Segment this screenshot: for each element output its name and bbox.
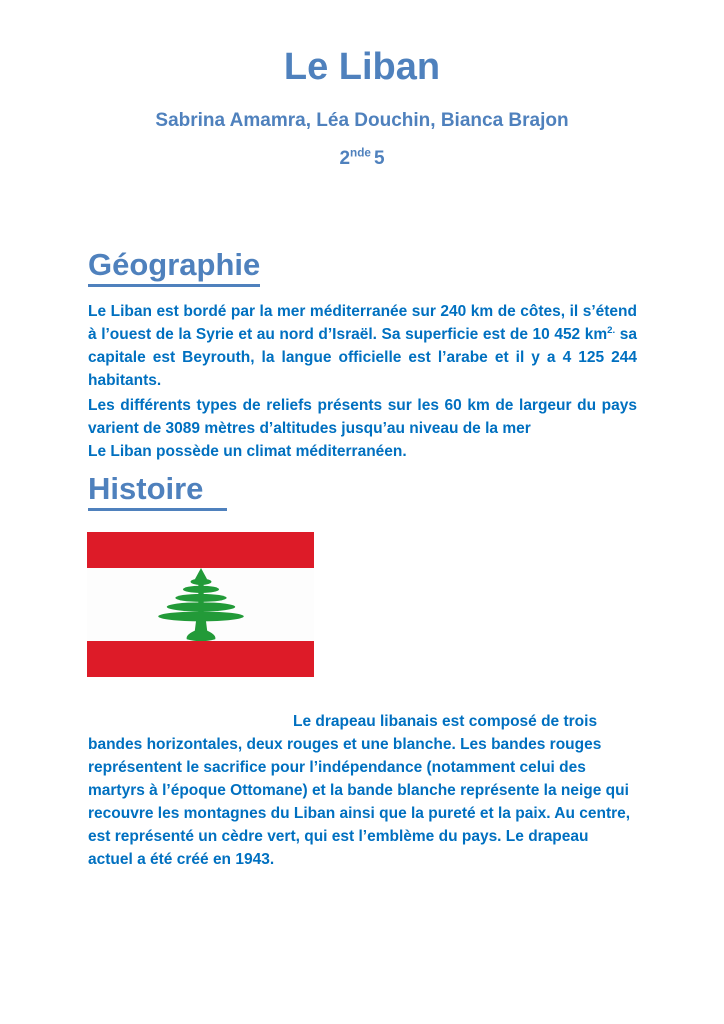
km-squared-superscript: 2. (607, 324, 616, 336)
grade-number: 5 (373, 148, 385, 169)
grade-base: 2 (339, 148, 351, 169)
page-title: Le Liban (283, 46, 441, 88)
authors-line: Sabrina Amamra, Léa Douchin, Bianca Brajon (155, 110, 569, 131)
grade-superscript: nde (350, 146, 371, 160)
history-heading (88, 472, 227, 511)
geography-heading-text: Géographie (88, 248, 260, 287)
lebanese-flag-image (87, 532, 314, 677)
flag-white-band (87, 568, 314, 641)
geography-paragraph-1 (88, 300, 637, 392)
geography-paragraph-1-end: sa capitale est Beyrouth, la langue officielle est l’arabe et il y a 4 125 244 habitants. (88, 326, 637, 389)
geography-paragraph-2: Les différents types de reliefs présents sur les 60 km de largeur du pays varient de 3089 mètres d’altitudes jusqu’au niveau de la mer (88, 397, 637, 437)
flag-bottom-red-band (87, 641, 314, 677)
grade-line (0, 148, 724, 170)
cedar-tree-icon (148, 567, 254, 643)
geography-paragraph-3: Le Liban possède un climat méditerranéen. (88, 443, 407, 460)
geography-paragraph-1-start: Le Liban est bordé par la mer méditerranée sur 240 km de côtes, il s’étend à l’ouest de la Syrie et au nord d’Israël. Sa superficie est de 10 452 km (88, 303, 637, 343)
flag-top-red-band (87, 532, 314, 568)
history-paragraph-1: Le drapeau libanais est composé de trois bandes horizontales, deux rouges et une blanche. Les bandes rouges représentent le sacrifice pour l’indépendance (notamment celui des martyrs à l’époque Ottomane) et la bande blanche représente la neige qui recouvre les montagnes du Liban ainsi que la pureté et la paix. Au centre, est représenté un cèdre vert, qui est l’emblème du pays. Le drapeau actuel a été créé en 1943. (88, 713, 631, 868)
history-heading-text: Histoire (88, 472, 227, 511)
geography-heading (88, 248, 260, 287)
